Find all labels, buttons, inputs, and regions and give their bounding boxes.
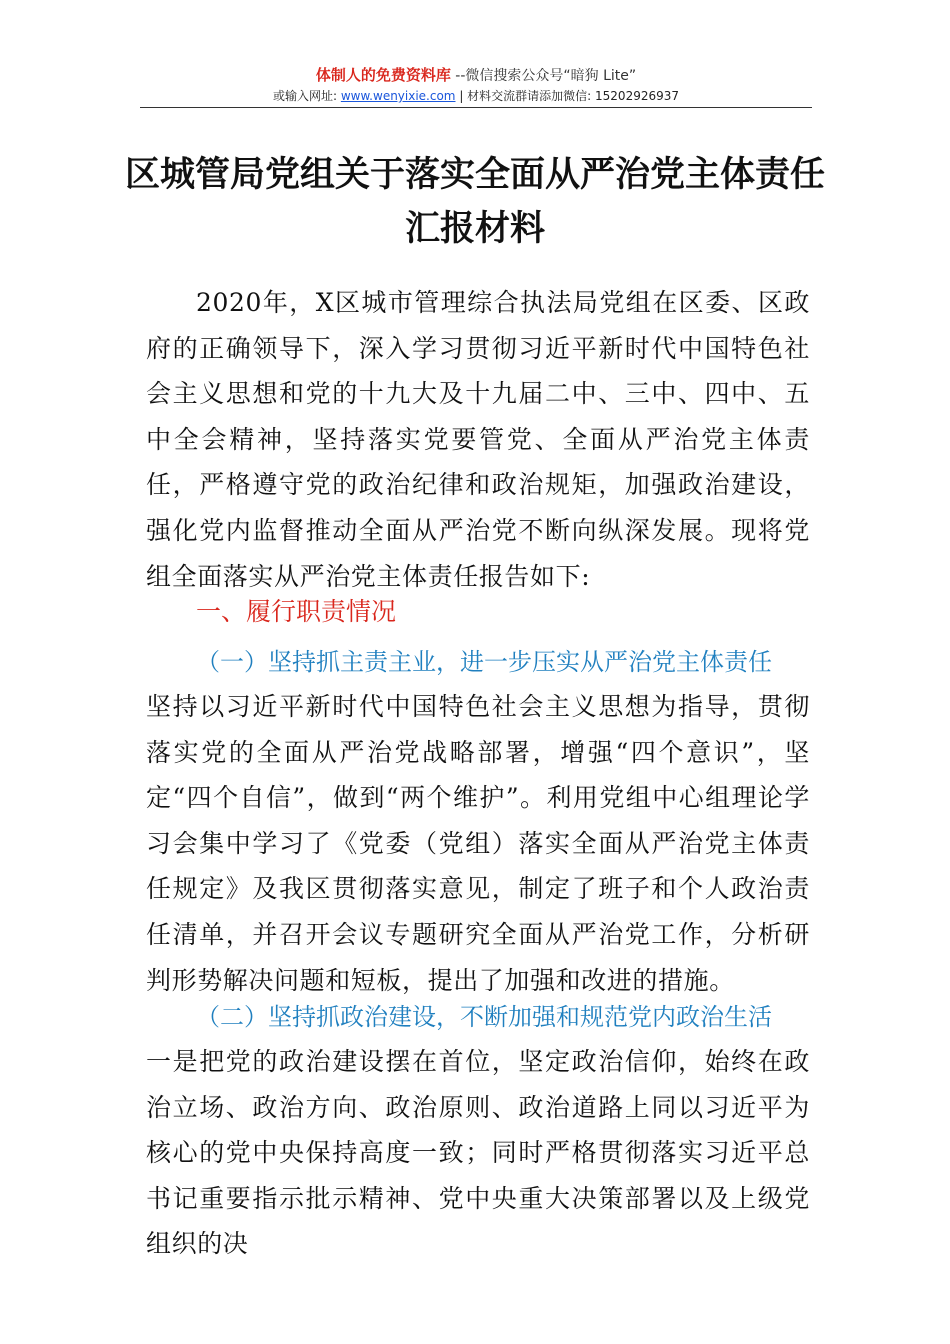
header-line-1 [140, 64, 812, 87]
header-tagline: --微信搜索公众号“暗狗 Lite” [450, 68, 637, 84]
section-1-heading: 一、履行职责情况 [196, 597, 397, 626]
header-url-prefix: 或输入网址: [272, 89, 341, 103]
subsection-1-heading: （一）坚持抓主责主业，进一步压实从严治党主体责任 [196, 648, 772, 676]
subsection-2-paragraph: 一是把党的政治建设摆在首位，坚定政治信仰，始终在政治立场、政治方向、政治原则、政治道路上同以习近平为核心的党中央保持高度一致；同时严格贯彻落实习近平总书记重要指示批示精神、党中央重大决策部署以及上级党组织的决 [146, 1047, 810, 1259]
header-brand: 体制人的免费资料库 [315, 66, 451, 84]
subsection-1-paragraph: 坚持以习近平新时代中国特色社会主义思想为指导，贯彻落实党的全面从严治党战略部署，增强“四个意识”，坚定“四个自信”，做到“两个维护”。利用党组中心组理论学习会集中学习了《党委（党组）落实全面从严治党主体责任规定》及我区贯彻落实意见，制定了班子和个人政治责任清单，并召开会议专题研究全面从严治党工作，分析研判形势解决问题和短板，提出了加强和改进的措施。 [146, 692, 810, 995]
header-line-2 [140, 87, 812, 105]
header-contact: | 材料交流群请添加微信: 15202926937 [455, 89, 680, 103]
header-divider [140, 107, 812, 108]
document-title: 区城管局党组关于落实全面从严治党主体责任汇报材料 [124, 154, 825, 249]
header-url-link[interactable]: www.wenyixie.com [340, 89, 456, 103]
page-header [140, 64, 812, 105]
intro-paragraph: 2020年，X区城市管理综合执法局党组在区委、区政府的正确领导下，深入学习贯彻习近平新时代中国特色社会主义思想和党的十九大及十九届二中、三中、四中、五中全会精神，坚持落实党要管党、全面从严治党主体责任，严格遵守党的政治纪律和政治规矩，加强政治建设，强化党内监督推动全面从严治党不断向纵深发展。现将党组全面落实从严治党主体责任报告如下: [146, 288, 810, 591]
subsection-2-heading: （二）坚持抓政治建设，不断加强和规范党内政治生活 [196, 1003, 772, 1031]
